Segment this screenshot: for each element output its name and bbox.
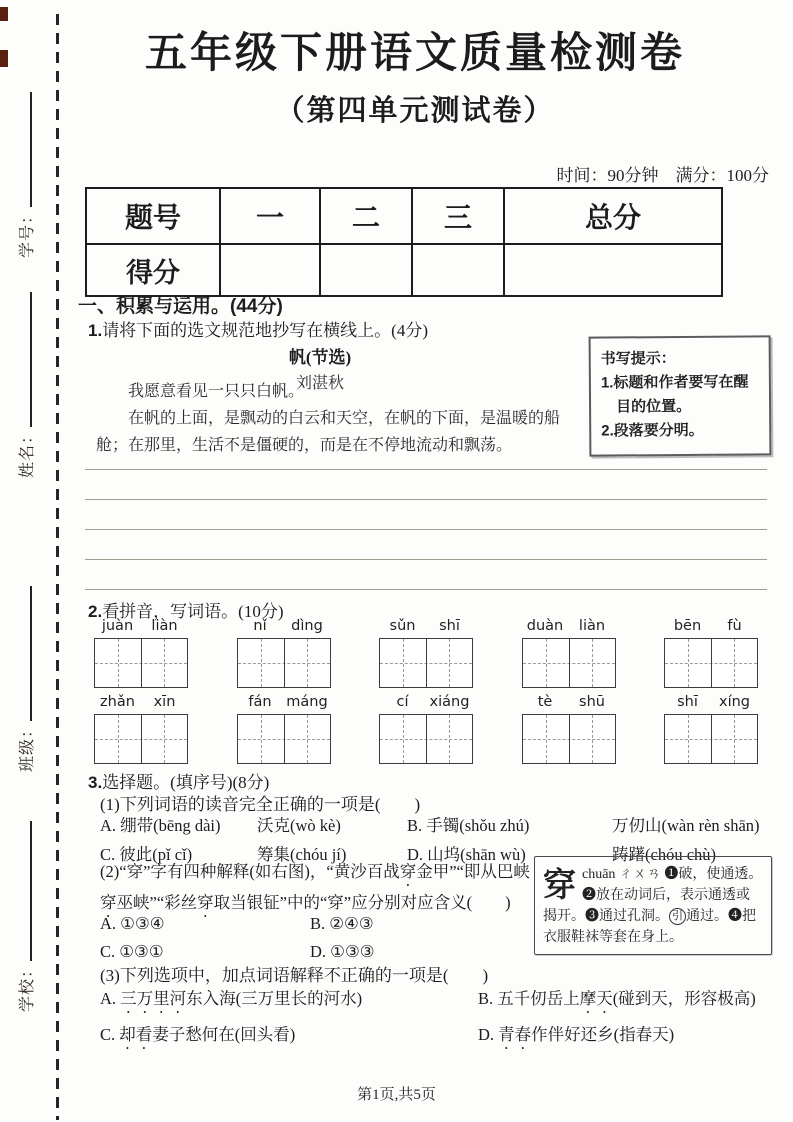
- option-a: [100, 986, 478, 1017]
- pinyin-syllable: shī: [439, 618, 460, 634]
- option-c-word: 筹集(chóu jí): [257, 845, 347, 864]
- text-segment: (碰到天，形容极高): [612, 989, 756, 1008]
- copy-writing-lines: [85, 440, 767, 590]
- pinyin-syllable: shū: [579, 694, 605, 710]
- option-d-word: D. 山坞(shān wù): [407, 845, 526, 864]
- text-segment: C.: [100, 1025, 120, 1044]
- option-a-word: 沃克(wò kè): [257, 816, 341, 835]
- page-title: 五年级下册语文质量检测卷: [144, 31, 685, 77]
- pinyin-labels: [664, 618, 758, 638]
- header: [62, 20, 768, 129]
- pinyin-row-2: [94, 694, 758, 764]
- class-label: 班级：: [19, 720, 36, 772]
- dictionary-headword: 穿: [543, 868, 576, 904]
- pinyin-syllable: dìng: [291, 618, 323, 634]
- option-c-word: C. 彼此(pǐ cǐ): [100, 845, 193, 864]
- score-table-header-cell: 总分: [504, 188, 722, 244]
- page-subtitle: （第四单元测试卷）: [275, 95, 555, 127]
- writing-line: [85, 440, 767, 470]
- poem-title: 帆(节选): [288, 348, 352, 367]
- pinyin-syllable: fù: [727, 618, 742, 634]
- pinyin-labels: [522, 694, 616, 714]
- question-1: [88, 316, 428, 341]
- poem-paragraph: 我愿意看见一只只白帆。: [128, 383, 305, 400]
- writing-hint-box: [589, 335, 772, 456]
- score-table-header-cell: 二: [320, 188, 412, 244]
- pinyin-labels: [522, 618, 616, 638]
- text-segment: 作伴好还乡(指春天): [531, 1025, 675, 1044]
- hint-item: 1.标题和作者要写在醒目的位置。: [600, 373, 749, 416]
- text-segment: 妻子愁何在(回头看): [152, 1025, 296, 1044]
- student-id-label: 学号：: [19, 206, 36, 258]
- school-label: 学校：: [19, 960, 36, 1012]
- emphasized-word: 摩天: [579, 989, 613, 1008]
- pinyin-word-unit: [379, 694, 473, 764]
- text-segment: 金甲”“即从巴峡: [416, 862, 530, 881]
- question-3-3-options: [100, 986, 765, 1053]
- emphasized-word: 却看: [119, 1025, 153, 1044]
- emphasized-char: 穿: [197, 893, 214, 912]
- writing-line: [85, 560, 767, 590]
- score-table-header-cell: 三: [412, 188, 504, 244]
- pinyin-syllable: bēn: [673, 618, 702, 634]
- class-field: [14, 586, 37, 772]
- pinyin-syllable: máng: [286, 694, 328, 710]
- pinyin-word-unit: [379, 618, 473, 688]
- pinyin-labels: [664, 694, 758, 714]
- section-1-heading: 一、积累与运用。(44分): [78, 296, 283, 317]
- pinyin-word-unit: [94, 694, 188, 764]
- pinyin-syllable: liàn: [151, 618, 178, 634]
- pinyin-labels: [94, 618, 188, 638]
- text-segment: B. 五千仞岳上: [478, 989, 580, 1008]
- hint-item: 2.段落要分明。: [601, 421, 704, 440]
- hint-title: 书写提示：: [600, 350, 676, 368]
- poem-paragraph: 在帆的上面，是飘动的白云和天空，在帆的下面，是温暖的船舱；在那里，生活不是僵硬的，而是在不停地流动和飘荡。: [96, 410, 561, 454]
- option-d-word: 踌躇(chóu chù): [612, 845, 717, 864]
- text-segment: 取当银钲”中的“穿”应分别对应含义( ): [213, 893, 511, 912]
- writing-line: [85, 500, 767, 530]
- question-3-1-text: (1)下列词语的读音完全正确的一项是( ): [100, 795, 421, 814]
- fold-dashed-line: [56, 14, 59, 1120]
- option-c: C. ①③①: [100, 942, 164, 961]
- option-d: D. ①③③: [310, 942, 375, 961]
- pinyin-syllable: nǐ: [253, 618, 267, 634]
- score-table: [85, 187, 723, 297]
- pinyin-word-unit: [94, 618, 188, 688]
- question-3-number: 3.: [88, 773, 103, 792]
- pinyin-syllable: liàn: [578, 618, 606, 634]
- pinyin-word-unit: [237, 618, 331, 688]
- character-write-box: [237, 638, 331, 688]
- emphasized-char: 穿: [399, 862, 417, 881]
- pinyin-syllable: fán: [248, 694, 272, 710]
- option-b: [478, 986, 765, 1017]
- score-row-label: 得分: [86, 244, 220, 296]
- name-blank: [16, 292, 32, 427]
- character-write-box: [522, 714, 616, 764]
- character-write-box: [237, 714, 331, 764]
- option-a-word: A. 绷带(bēng dài): [100, 816, 221, 835]
- pinyin-labels: [237, 694, 331, 714]
- pinyin-syllable: xiáng: [429, 694, 470, 710]
- text-segment: 巫峡”“彩丝: [116, 893, 198, 912]
- pinyin-word-unit: [664, 694, 758, 764]
- dictionary-definition: chuān ㄔㄨㄢ ❶破，使通透。❷放在动词后，表示通透或揭开。❸通过孔洞。: [543, 867, 763, 924]
- class-blank: [16, 586, 32, 721]
- character-write-box: [522, 638, 616, 688]
- writing-line: [85, 530, 767, 560]
- character-write-box: [664, 638, 758, 688]
- name-field: [14, 292, 37, 478]
- option-a: A. ①③④: [100, 914, 165, 933]
- score-table-header-cell: 一: [220, 188, 320, 244]
- option-c: [100, 1022, 478, 1053]
- text-segment: 东入海(三万里长的河水): [186, 989, 363, 1008]
- pinyin-syllable: sǔn: [389, 618, 416, 634]
- option-b-word: 万仞山(wàn rèn shān): [612, 816, 760, 835]
- pinyin-syllable: juàn: [101, 618, 134, 634]
- dictionary-entry-box: [534, 856, 772, 955]
- pinyin-syllable: zhǎn: [100, 694, 135, 710]
- pinyin-labels: [237, 618, 331, 638]
- pinyin-labels: [379, 618, 473, 638]
- pinyin-syllable: shī: [677, 694, 698, 710]
- school-blank: [16, 821, 32, 961]
- student-id-field: [14, 92, 37, 258]
- name-label: 姓名：: [19, 426, 36, 478]
- score-blank-cell: [412, 244, 504, 296]
- score-table-header-cell: 题号: [86, 188, 220, 244]
- extended-meaning-mark: 引: [669, 908, 686, 925]
- text-segment: D.: [478, 1025, 499, 1044]
- question-1-text: 请将下面的选文规范地抄写在横线上。(4分): [102, 321, 429, 340]
- student-id-blank: [16, 92, 32, 207]
- character-write-box: [379, 714, 473, 764]
- text-segment: (2)“穿”字有四种解释(如右图)，“黄沙百战: [100, 862, 400, 881]
- question-2-number: 2.: [88, 602, 103, 621]
- pinyin-word-unit: [522, 694, 616, 764]
- print-registration-mark: [0, 50, 8, 67]
- pinyin-syllable: duàn: [526, 618, 564, 634]
- page-footer: 第1页,共5页: [357, 1087, 436, 1103]
- poem-author: 刘湛秋: [295, 375, 344, 392]
- pinyin-word-unit: [522, 618, 616, 688]
- pinyin-word-unit: [237, 694, 331, 764]
- exam-time-score-info: 时间：90分钟 满分：100分: [556, 166, 769, 185]
- score-blank-cell: [320, 244, 412, 296]
- pinyin-labels: [379, 694, 473, 714]
- dictionary-definition: 通过。❹把衣服鞋袜等套在身上。: [543, 909, 756, 945]
- pinyin-word-unit: [664, 618, 758, 688]
- option-d: [478, 1022, 765, 1053]
- pinyin-syllable: tè: [537, 694, 553, 710]
- option-b-word: B. 手镯(shǒu zhú): [407, 816, 530, 835]
- writing-line: [85, 470, 767, 500]
- pinyin-syllable: cí: [396, 694, 409, 710]
- character-write-box: [379, 638, 473, 688]
- character-write-box: [664, 714, 758, 764]
- print-registration-mark: [0, 7, 8, 21]
- emphasized-word: 三万里河: [120, 989, 187, 1008]
- text-segment: A.: [100, 989, 121, 1008]
- score-blank-cell: [220, 244, 320, 296]
- emphasized-char: 穿: [100, 893, 117, 912]
- question-3-2-options: [100, 911, 520, 965]
- emphasized-word: 青春: [498, 1025, 532, 1044]
- question-1-number: 1.: [88, 321, 103, 340]
- score-blank-cell: [504, 244, 722, 296]
- pinyin-syllable: xíng: [718, 694, 750, 710]
- question-3-text: 选择题。(填序号)(8分): [102, 773, 270, 792]
- question-2-text: 看拼音，写词语。(10分): [102, 602, 284, 621]
- character-write-box: [94, 638, 188, 688]
- option-b: B. ②④③: [310, 914, 374, 933]
- character-write-box: [94, 714, 188, 764]
- pinyin-syllable: xīn: [153, 694, 176, 710]
- question-3-3-text: (3)下列选项中，加点词语解释不正确的一项是( ): [100, 966, 489, 985]
- pinyin-row-1: [94, 618, 758, 688]
- pinyin-labels: [94, 694, 188, 714]
- school-field: [14, 821, 37, 1012]
